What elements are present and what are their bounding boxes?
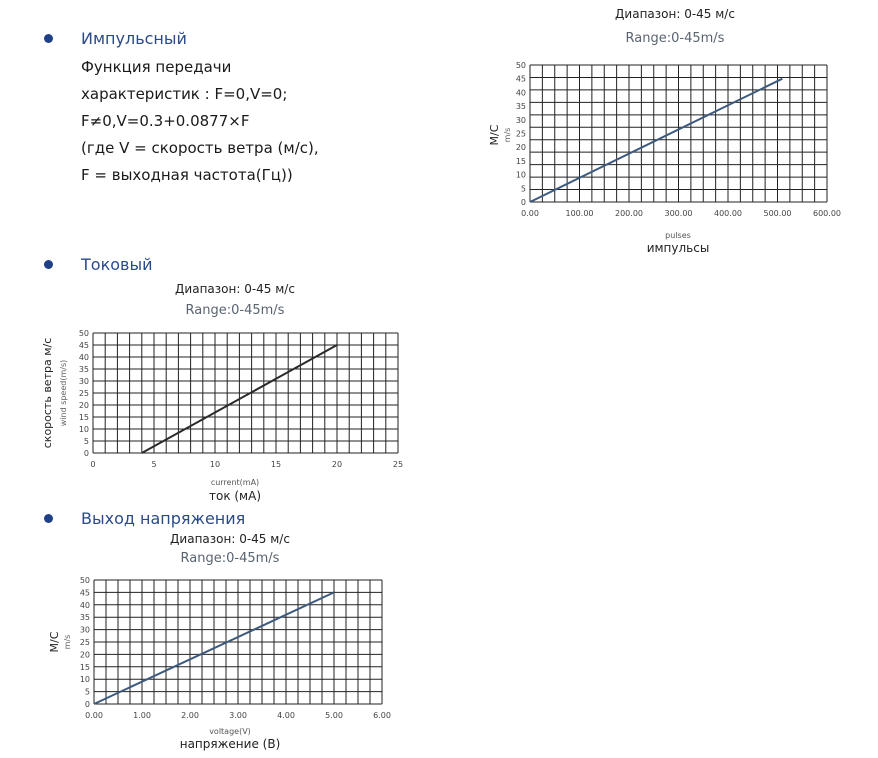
y-tick-label: 30 (515, 115, 526, 125)
bullet-voltage (44, 514, 53, 523)
x-tick-label: 10 (209, 460, 221, 469)
y-tick-label: 0 (84, 700, 90, 709)
x-tick-label: 3.00 (229, 711, 247, 720)
chart-grid (530, 65, 827, 202)
y-tick-label: 35 (515, 102, 526, 112)
y-tick-label: 20 (515, 143, 526, 153)
x-tick-label: 600.00 (813, 209, 841, 218)
x-tick-label: 15 (270, 460, 282, 469)
y-tick-label: 5 (84, 687, 90, 697)
bullet-current (44, 260, 53, 269)
x-axis-label-en: current(mA) (210, 478, 260, 487)
y-tick-label: 50 (515, 61, 526, 70)
description-line: Функция передачи (81, 58, 232, 76)
bullet-pulse (44, 34, 53, 43)
x-axis-label-en: pulses (665, 231, 691, 240)
y-tick-label: 50 (78, 329, 89, 338)
x-tick-label: 6.00 (373, 711, 391, 720)
chart-grid (94, 580, 382, 704)
y-tick-label: 45 (78, 341, 89, 350)
y-tick-label: 15 (515, 156, 526, 166)
description-line: (где V = скорость ветра (м/с), (81, 139, 319, 157)
description-line: F≠0,V=0.3+0.0877×F (81, 112, 250, 130)
y-tick-label: 25 (78, 389, 89, 398)
description-line: F = выходная частота(Гц)) (81, 166, 293, 184)
chart-subtitle: Range:0-45m/s (625, 31, 725, 46)
chart-grid (93, 333, 398, 453)
y-tick-label: 10 (78, 425, 89, 434)
x-tick-label: 5.00 (325, 711, 343, 720)
x-tick-label: 1.00 (133, 711, 151, 720)
series-line (530, 79, 782, 202)
x-tick-label: 25 (392, 460, 404, 469)
x-axis-label-en: voltage(V) (209, 727, 251, 736)
x-tick-label: 500.00 (763, 209, 792, 218)
x-axis-label-ru: напряжение (В) (179, 737, 281, 751)
x-tick-label: 400.00 (714, 209, 742, 218)
current-chart (30, 278, 430, 504)
y-tick-label: 50 (79, 576, 90, 585)
y-tick-label: 30 (79, 625, 90, 635)
y-tick-label: 10 (515, 170, 526, 180)
voltage-chart (30, 528, 430, 758)
x-axis-label-ru: импульсы (646, 241, 710, 255)
chart-subtitle: Range:0-45m/s (180, 551, 280, 566)
x-tick-label: 5 (151, 460, 157, 469)
x-tick-label: 0 (90, 460, 96, 469)
heading-current: Токовый (81, 255, 153, 274)
y-tick-label: 35 (79, 613, 90, 623)
y-tick-label: 40 (78, 353, 89, 362)
x-tick-label: 0.00 (521, 209, 539, 218)
y-tick-label: 25 (79, 638, 90, 647)
y-axis-label-ru: М/С (48, 631, 61, 653)
heading-voltage: Выход напряжения (81, 509, 246, 528)
y-axis-label-ru: скорость ветра м/с (41, 337, 54, 449)
description-line: характеристик : F=0,V=0; (81, 85, 288, 103)
x-tick-label: 100.00 (565, 209, 594, 218)
y-tick-label: 40 (79, 600, 90, 610)
x-tick-label: 4.00 (277, 711, 295, 720)
y-tick-label: 0 (520, 198, 526, 207)
y-axis-label-en: wind speed(m/s) (59, 359, 68, 427)
y-axis-label-en: m/s (63, 634, 72, 650)
heading-pulse: Импульсный (81, 29, 187, 48)
x-axis-label-ru: ток (мА) (208, 489, 262, 503)
y-tick-label: 15 (79, 662, 90, 672)
y-tick-label: 40 (515, 88, 526, 98)
y-tick-label: 5 (83, 437, 89, 446)
y-tick-label: 25 (515, 129, 526, 139)
x-tick-label: 300.00 (664, 209, 693, 218)
x-tick-label: 20 (331, 460, 343, 469)
y-tick-label: 20 (79, 650, 90, 660)
x-tick-label: 2.00 (181, 711, 199, 720)
y-tick-label: 45 (79, 588, 90, 598)
chart-subtitle: Range:0-45m/s (185, 303, 285, 318)
y-tick-label: 10 (79, 675, 90, 685)
y-axis-label-ru: М/С (488, 124, 501, 146)
pulse-description (81, 54, 319, 189)
y-tick-label: 0 (83, 449, 89, 458)
y-tick-label: 35 (78, 365, 89, 374)
pulse-chart (470, 0, 870, 260)
x-tick-label: 200.00 (615, 209, 643, 218)
x-tick-label: 0.00 (85, 711, 103, 720)
y-tick-label: 15 (78, 413, 89, 422)
y-axis-label-en: m/s (503, 127, 512, 143)
chart-title: Диапазон: 0-45 м/с (175, 282, 295, 296)
chart-title: Диапазон: 0-45 м/с (615, 7, 735, 21)
y-tick-label: 5 (520, 184, 526, 194)
y-tick-label: 30 (78, 377, 89, 386)
chart-title: Диапазон: 0-45 м/с (170, 532, 290, 546)
y-tick-label: 20 (78, 401, 89, 410)
y-tick-label: 45 (515, 74, 526, 84)
